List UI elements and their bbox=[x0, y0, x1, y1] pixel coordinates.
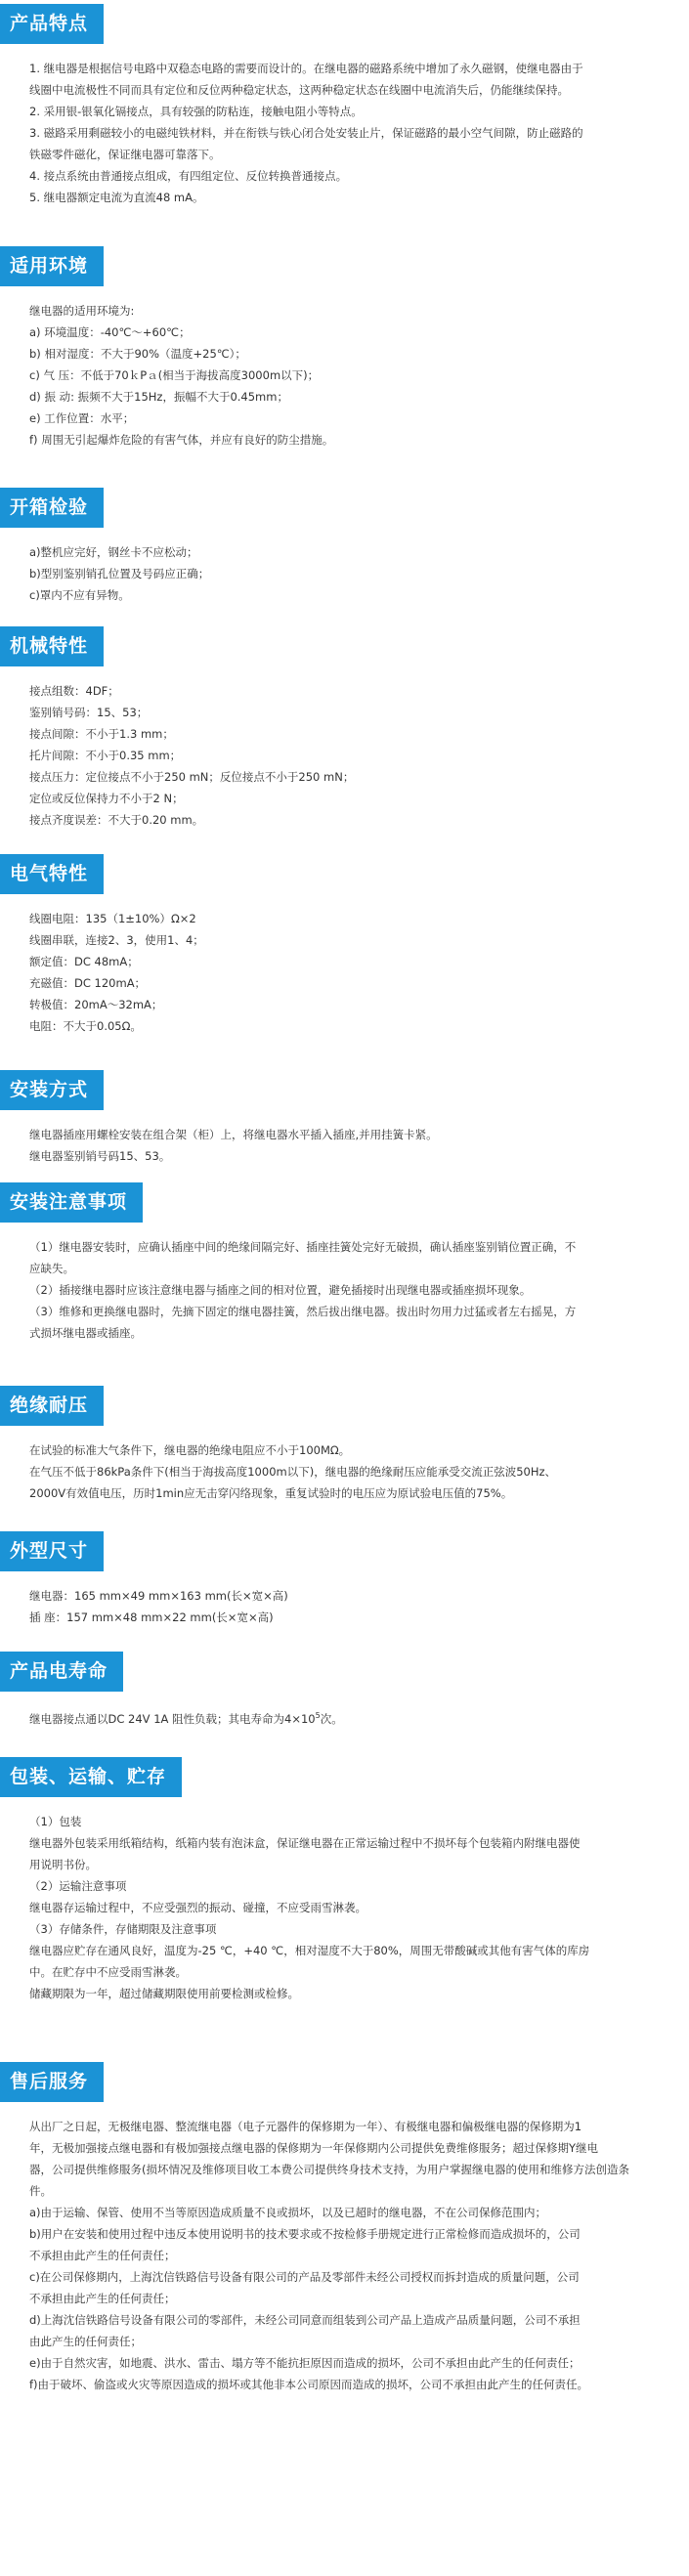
text-line: c) 气 压：不低于70ｋPａ(相当于海拔高度3000m以下)； bbox=[29, 368, 320, 382]
section-insulation bbox=[0, 1386, 689, 1504]
section-heading: 包装、运输、贮存 bbox=[0, 1757, 182, 1797]
section-body bbox=[0, 908, 689, 1037]
section-unpacking bbox=[0, 488, 689, 606]
text-line: 定位或反位保持力不小于2 N； bbox=[29, 792, 184, 805]
section-body bbox=[0, 541, 689, 606]
text-line: 铁磁零件磁化，保证继电器可靠落下。 bbox=[29, 148, 221, 161]
section-heading: 安装注意事项 bbox=[0, 1182, 143, 1223]
text-line: 继电器的适用环境为: bbox=[29, 304, 135, 318]
text-line: 电阻：不大于0.05Ω。 bbox=[29, 1019, 142, 1033]
text-line: 转极值：20mA～32mA； bbox=[29, 998, 163, 1011]
section-heading: 售后服务 bbox=[0, 2062, 104, 2102]
text-line: 托片间隙：不小于0.35 mm； bbox=[29, 749, 182, 762]
section-heading: 产品电寿命 bbox=[0, 1652, 123, 1692]
text-line: 继电器应贮存在通风良好，温度为-25 ℃，+40 ℃，相对湿度不大于80%，周围无带酸碱或其他有害气体的库房 bbox=[29, 1944, 590, 1957]
section-mechanical bbox=[0, 626, 689, 831]
text-line: 从出厂之日起，无极继电器、整流继电器（电子元器件的保修期为一年）、有极继电器和偏极继电器的保修期为1 bbox=[29, 2120, 582, 2133]
section-precautions bbox=[0, 1182, 689, 1344]
text-line: 接点齐度误差：不大于0.20 mm。 bbox=[29, 813, 204, 827]
section-body bbox=[0, 1236, 689, 1344]
text-line: 储藏期限为一年，超过储藏期限使用前要检测或检修。 bbox=[29, 1987, 299, 2000]
section-body bbox=[0, 1705, 689, 1730]
text-line: 1. 继电器是根据信号电路中双稳态电路的需要而设计的。在继电器的磁路系统中增加了永久磁钢，使继电器由于 bbox=[29, 62, 583, 75]
text-line: 4. 接点系统由普通接点组成，有四组定位、反位转换普通接点。 bbox=[29, 169, 348, 183]
text-line: a)由于运输、保管、使用不当等原因造成质量不良或损坏，以及已超时的继电器，不在公司保修范围内； bbox=[29, 2206, 547, 2219]
text-line: e) 工作位置：水平； bbox=[29, 411, 135, 425]
text-line: b) 相对湿度：不大于90%（温度+25℃）； bbox=[29, 347, 246, 361]
text-line: 中。在贮存中不应受雨雪淋袭。 bbox=[29, 1965, 187, 1979]
text-line: 接点间隙：不小于1.3 mm； bbox=[29, 727, 174, 741]
text-line: 不承担由此产生的任何责任； bbox=[29, 2249, 176, 2262]
section-packaging bbox=[0, 1757, 689, 2004]
text-line: e)由于自然灾害，如地震、洪水、雷击、塌方等不能抗拒原因而造成的损坏，公司不承担由此产生的任何责任； bbox=[29, 2356, 581, 2370]
text-line: 2000V有效值电压，历时1min应无击穿闪络现象，重复试验时的电压应为原试验电压值的75%。 bbox=[29, 1486, 513, 1500]
text-line: c)罩内不应有异物。 bbox=[29, 588, 130, 602]
section-body bbox=[0, 1124, 689, 1167]
section-heading: 绝缘耐压 bbox=[0, 1386, 104, 1426]
text-line: 接点组数：4DF； bbox=[29, 684, 119, 698]
text-line: 继电器鉴别销号码15、53。 bbox=[29, 1149, 171, 1163]
text-line: 在试验的标准大气条件下，继电器的绝缘电阻应不小于100MΩ。 bbox=[29, 1443, 351, 1457]
section-body bbox=[0, 680, 689, 831]
section-service bbox=[0, 2062, 689, 2395]
lifetime-text-main: 继电器接点通以DC 24V 1A 阻性负载；其电寿命为4×10 bbox=[29, 1711, 316, 1726]
section-heading: 电气特性 bbox=[0, 854, 104, 894]
text-line: 线圈电阻：135（1±10%）Ω×2 bbox=[29, 912, 196, 925]
text-line: 继电器存运输过程中，不应受强烈的振动、碰撞，不应受雨雪淋袭。 bbox=[29, 1901, 366, 1914]
section-dimensions bbox=[0, 1531, 689, 1628]
section-features bbox=[0, 4, 689, 208]
text-line: f) 周围无引起爆炸危险的有害气体，并应有良好的防尘措施。 bbox=[29, 433, 334, 447]
text-line: c)在公司保修期内，上海沈信铁路信号设备有限公司的产品及零部件未经公司授权而拆封造成的质量问题，公司 bbox=[29, 2270, 580, 2284]
text-line: b)型别鉴别销孔位置及号码应正确； bbox=[29, 567, 210, 580]
text-line: b)用户在安装和使用过程中违反本使用说明书的技术要求或不按检修手册规定进行正常检修而造成损坏的，公司 bbox=[29, 2227, 581, 2241]
text-line: （3）维修和更换继电器时，先摘下固定的继电器挂簧，然后拔出继电器。拔出时勿用力过猛或者左右摇晃，方 bbox=[29, 1305, 577, 1318]
section-body bbox=[0, 300, 689, 451]
lifetime-exponent: 5 bbox=[315, 1711, 321, 1720]
text-line: 年，无极加强接点继电器和有极加强接点继电器的保修期为一年保修期内公司提供免费维修服务；超过保修期Y继电 bbox=[29, 2141, 599, 2155]
text-line: （2）插接继电器时应该注意继电器与插座之间的相对位置，避免插接时出现继电器或插座损坏现象。 bbox=[29, 1283, 532, 1297]
section-body bbox=[0, 58, 689, 208]
lifetime-text-end: 次。 bbox=[320, 1711, 343, 1726]
text-line: a)整机应完好，钢丝卡不应松动； bbox=[29, 545, 198, 559]
text-line: 继电器：165 mm×49 mm×163 mm(长×宽×高) bbox=[29, 1589, 288, 1603]
section-installation bbox=[0, 1070, 689, 1167]
text-line: a) 环境温度：-40℃～+60℃； bbox=[29, 325, 191, 339]
text-line: 件。 bbox=[29, 2184, 52, 2198]
text-line: d)上海沈信铁路信号设备有限公司的零部件，未经公司同意而组装到公司产品上造成产品质量问题，公司不承担 bbox=[29, 2313, 581, 2327]
section-lifetime bbox=[0, 1652, 689, 1730]
text-line: 器，公司提供维修服务(损坏情况及维修项目收工本费公司提供终身技术支持，为用户掌握继电器的使用和维修方法创造条 bbox=[29, 2163, 629, 2176]
text-line: f)由于破坏、偷盗或火灾等原因造成的损坏或其他非本公司原因而造成的损坏，公司不承担由此产生的任何责任。 bbox=[29, 2378, 589, 2391]
text-line: 不承担由此产生的任何责任； bbox=[29, 2292, 176, 2305]
text-line: （1）继电器安装时，应确认插座中间的绝缘间隔完好、插座挂簧处完好无破损，确认插座鉴别销位置正确，不 bbox=[29, 1240, 577, 1254]
text-line: d) 振 动: 振频不大于15Hz，振幅不大于0.45mm； bbox=[29, 390, 288, 404]
text-line: 继电器外包装采用纸箱结构，纸箱内装有泡沫盒，保证继电器在正常运输过程中不损坏每个包装箱内附继电器使 bbox=[29, 1836, 581, 1850]
text-line: 应缺失。 bbox=[29, 1262, 74, 1275]
section-environment bbox=[0, 246, 689, 451]
text-line: （1）包装 bbox=[29, 1815, 82, 1828]
lifetime-text bbox=[29, 1705, 671, 1730]
section-heading: 适用环境 bbox=[0, 246, 104, 286]
text-line: 继电器插座用螺栓安装在组合架（柜）上，将继电器水平插入插座,并用挂簧卡紧。 bbox=[29, 1128, 438, 1141]
text-line: 充磁值：DC 120mA； bbox=[29, 976, 147, 990]
section-heading: 产品特点 bbox=[0, 4, 104, 44]
section-electrical bbox=[0, 854, 689, 1037]
section-body bbox=[0, 1811, 689, 2004]
section-body bbox=[0, 1439, 689, 1504]
text-line: （3）存储条件，存储期限及注意事项 bbox=[29, 1922, 217, 1936]
section-heading: 开箱检验 bbox=[0, 488, 104, 528]
text-line: 由此产生的任何责任； bbox=[29, 2335, 142, 2348]
text-line: 鉴别销号码：15、53； bbox=[29, 706, 149, 719]
section-body bbox=[0, 2116, 689, 2395]
text-line: （2）运输注意事项 bbox=[29, 1879, 127, 1893]
text-line: 线圈串联，连接2、3，使用1、4； bbox=[29, 933, 204, 947]
section-body bbox=[0, 1585, 689, 1628]
text-line: 式损坏继电器或插座。 bbox=[29, 1326, 142, 1340]
section-heading: 外型尺寸 bbox=[0, 1531, 104, 1571]
text-line: 在气压不低于86kPa条件下(相当于海拔高度1000m以下)，继电器的绝缘耐压应能承受交流正弦波50Hz、 bbox=[29, 1465, 557, 1479]
section-heading: 安装方式 bbox=[0, 1070, 104, 1110]
text-line: 3. 磁路采用剩磁较小的电磁纯铁材料，并在衔铁与铁心闭合处安装止片，保证磁路的最小空气间隙，防止磁路的 bbox=[29, 126, 583, 140]
text-line: 额定值：DC 48mA； bbox=[29, 955, 139, 968]
text-line: 接点压力：定位接点不小于250 mN；反位接点不小于250 mN； bbox=[29, 770, 355, 784]
text-line: 插 座：157 mm×48 mm×22 mm(长×宽×高) bbox=[29, 1610, 274, 1624]
text-line: 线圈中电流极性不同而具有定位和反位两种稳定状态，这两种稳定状态在线圈中电流消失后，仍能继续保持。 bbox=[29, 83, 569, 97]
text-line: 5. 继电器额定电流为直流48 mA。 bbox=[29, 191, 204, 204]
text-line: 2. 采用银-银氧化镉接点，具有较强的防粘连，接触电阻小等特点。 bbox=[29, 105, 363, 118]
text-line: 用说明书份。 bbox=[29, 1858, 97, 1871]
section-heading: 机械特性 bbox=[0, 626, 104, 666]
